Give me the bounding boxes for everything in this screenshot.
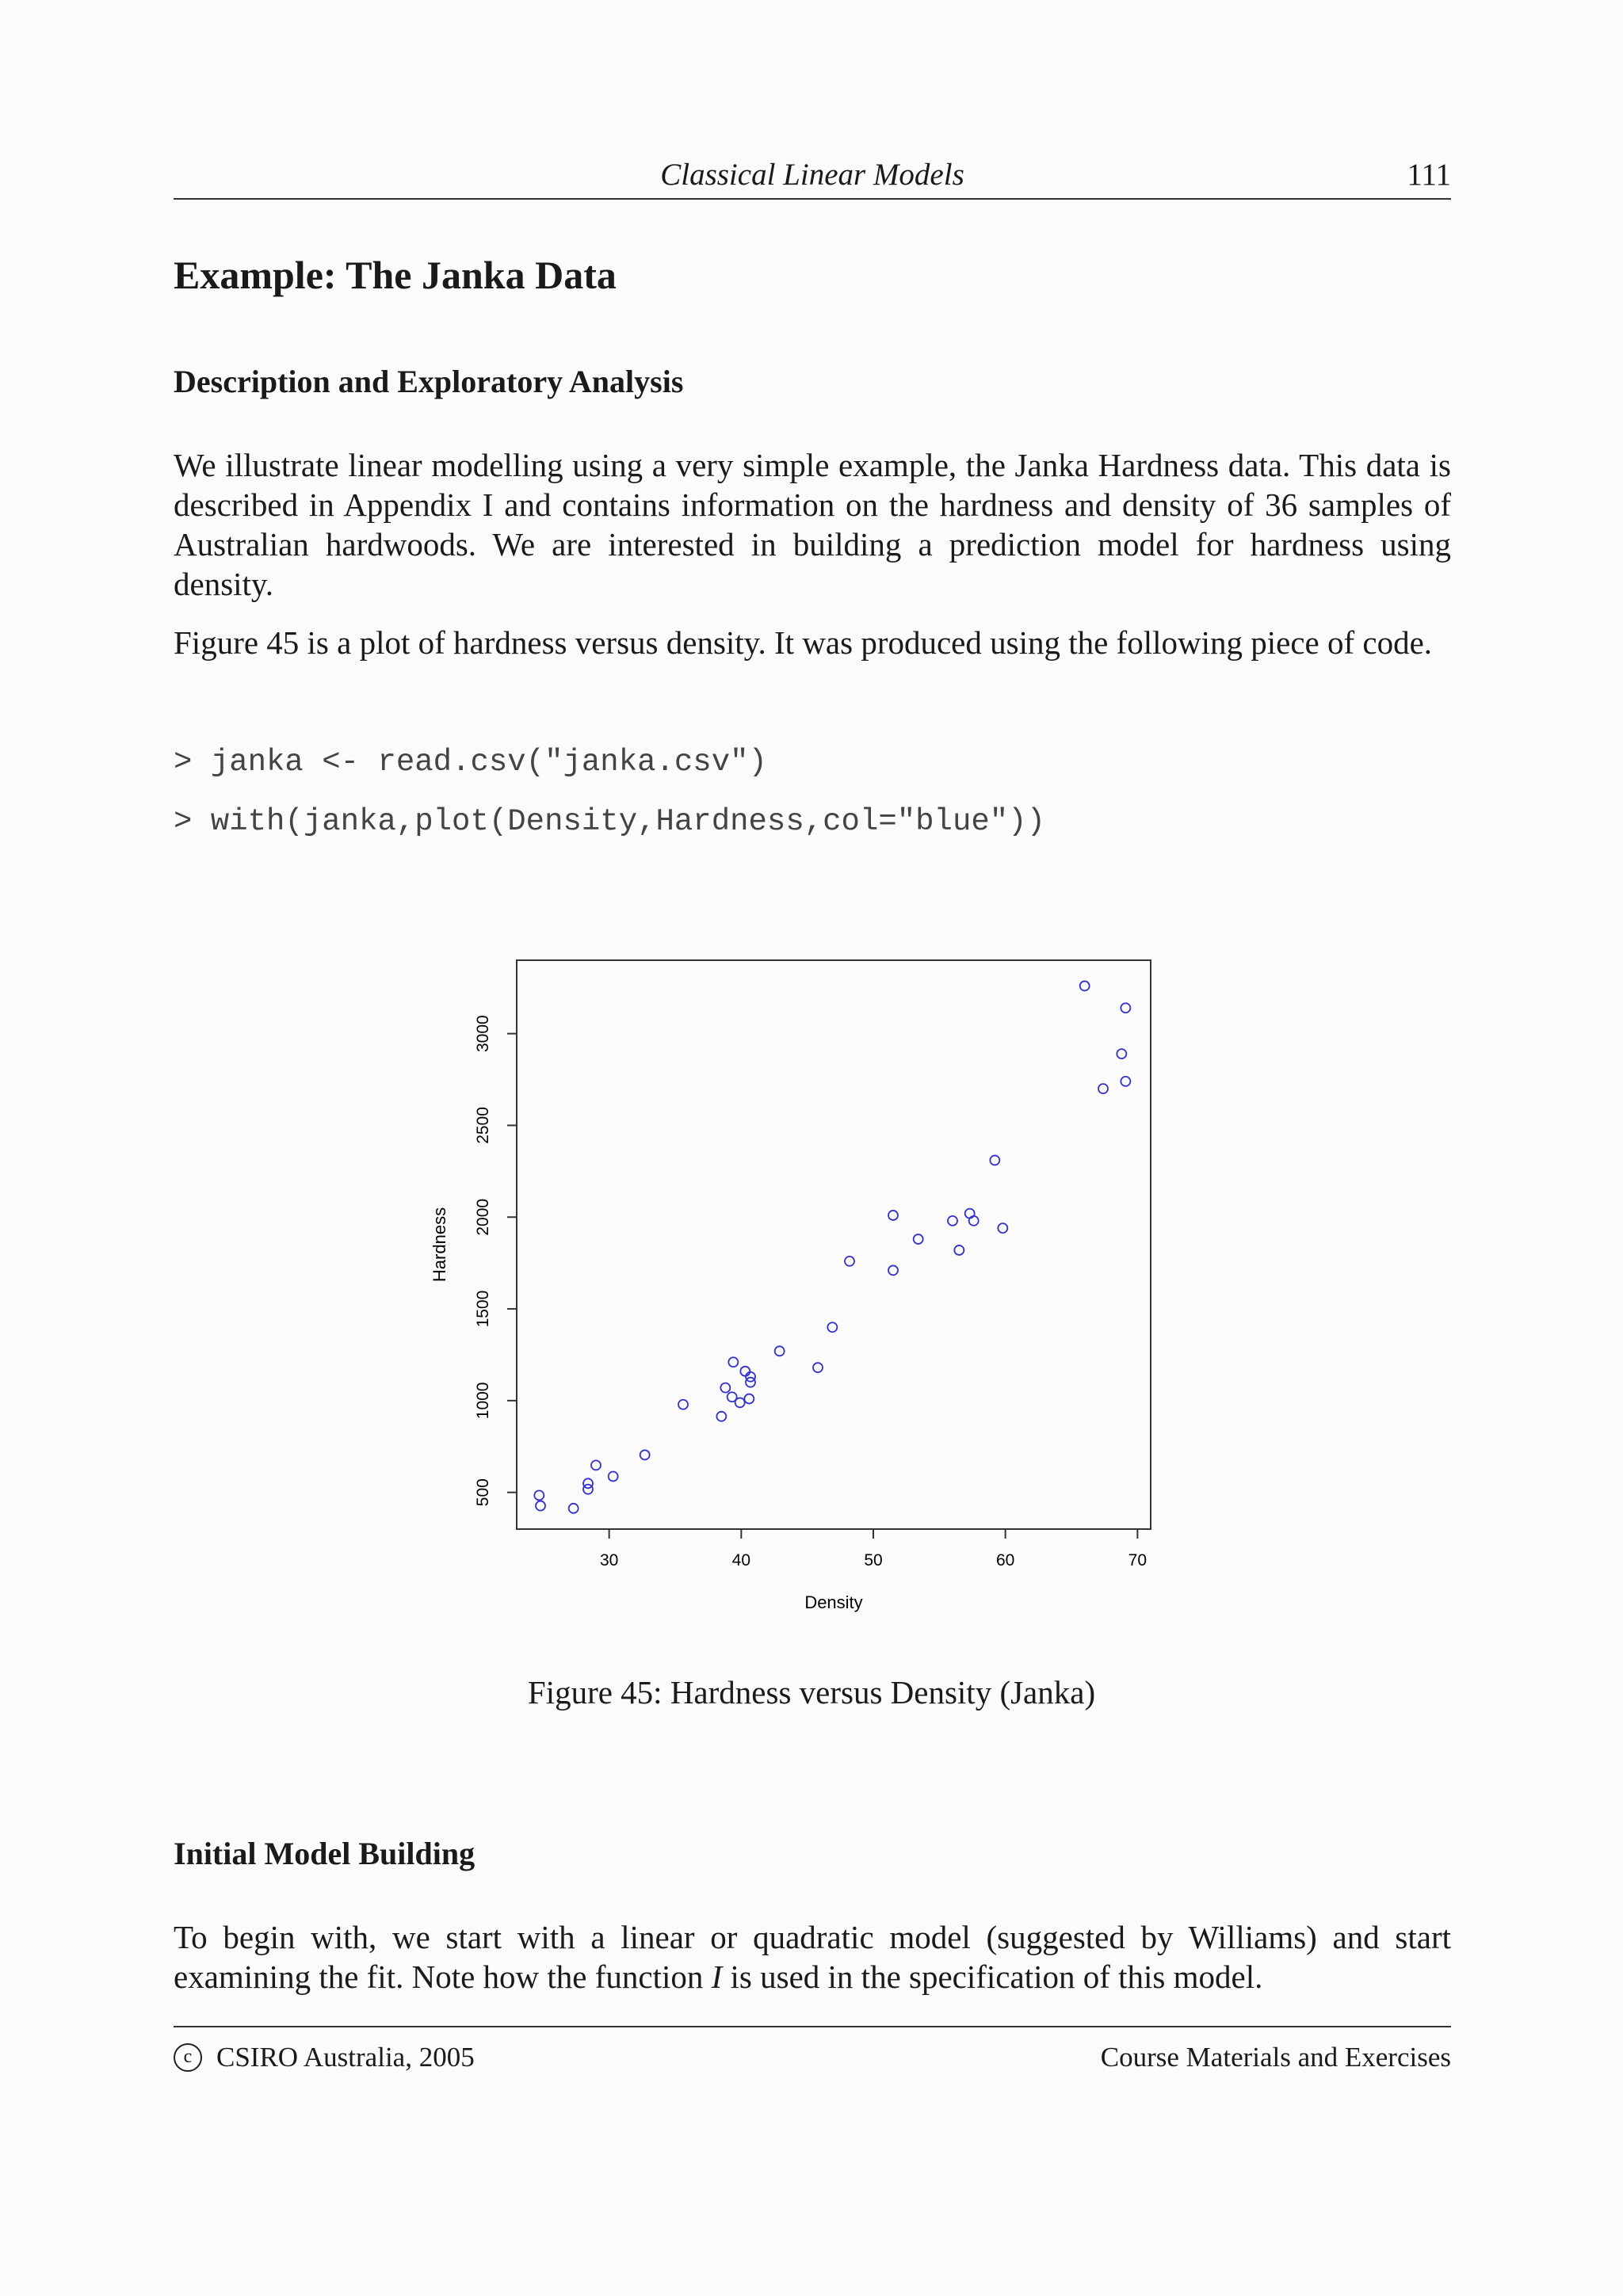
y-axis bbox=[474, 1015, 517, 1506]
paragraph-figure-ref: Figure 45 is a plot of hardness versus density. It was produced using the following piece of code. bbox=[174, 624, 1433, 661]
footer-left-text: CSIRO Australia, 2005 bbox=[216, 2042, 475, 2073]
running-header-title: Classical Linear Models bbox=[660, 158, 964, 192]
y-tick-label: 1000 bbox=[474, 1382, 492, 1420]
data-point bbox=[954, 1245, 964, 1255]
data-point bbox=[583, 1478, 593, 1488]
y-tick-label: 2000 bbox=[474, 1198, 492, 1236]
data-point bbox=[948, 1216, 957, 1226]
code-line-1: > janka <- read.csv("janka.csv") bbox=[174, 745, 767, 780]
data-point bbox=[990, 1155, 999, 1165]
data-point bbox=[1121, 1077, 1130, 1086]
data-point bbox=[591, 1460, 601, 1470]
function-name-I: I bbox=[711, 1958, 723, 1995]
data-point bbox=[640, 1450, 650, 1459]
data-point bbox=[998, 1223, 1007, 1233]
data-point bbox=[744, 1394, 754, 1404]
section-title: Example: The Janka Data bbox=[174, 253, 617, 297]
paragraph-intro: We illustrate linear modelling using a very simple example, the Janka Hardness data. This data is described in Appendix I and contains information on the hardness and density of 36 samples of Australian hardwoods. We are interested in building a prediction model for hardness using density. bbox=[174, 447, 1451, 602]
x-tick-label: 60 bbox=[995, 1551, 1015, 1569]
page-number: 111 bbox=[1407, 158, 1451, 192]
data-point bbox=[775, 1346, 785, 1356]
x-tick-label: 70 bbox=[1128, 1551, 1148, 1569]
data-point bbox=[1121, 1003, 1130, 1013]
chart-svg bbox=[412, 943, 1173, 1632]
data-point bbox=[914, 1234, 923, 1244]
data-point bbox=[1098, 1084, 1108, 1093]
subsection-title-initial-model: Initial Model Building bbox=[174, 1836, 475, 1871]
x-tick-label: 50 bbox=[864, 1551, 883, 1569]
data-point bbox=[746, 1378, 755, 1387]
data-point bbox=[746, 1372, 755, 1382]
footer-right-text: Course Materials and Exercises bbox=[1100, 2042, 1451, 2073]
data-point bbox=[735, 1398, 745, 1407]
code-line-2: > with(janka,plot(Density,Hardness,col="blue")) bbox=[174, 804, 1045, 839]
data-point bbox=[678, 1400, 688, 1409]
data-points bbox=[534, 981, 1130, 1512]
scatter-chart bbox=[412, 943, 1173, 1632]
data-point bbox=[813, 1363, 823, 1372]
data-point bbox=[1080, 981, 1090, 990]
figure-caption: Figure 45: Hardness versus Density (Janka) bbox=[527, 1674, 1096, 1711]
y-tick-label: 500 bbox=[474, 1478, 492, 1507]
data-point bbox=[534, 1490, 544, 1500]
data-point bbox=[536, 1501, 545, 1511]
footer-copyright bbox=[174, 2042, 475, 2073]
x-tick-label: 40 bbox=[731, 1551, 751, 1569]
data-point bbox=[728, 1357, 738, 1367]
x-tick-label: 30 bbox=[599, 1551, 619, 1569]
y-tick-label: 3000 bbox=[474, 1015, 492, 1053]
data-point bbox=[888, 1265, 898, 1275]
y-tick-label: 2500 bbox=[474, 1107, 492, 1144]
data-point bbox=[1117, 1049, 1126, 1058]
x-axis-label: Density bbox=[804, 1592, 863, 1612]
page-header bbox=[174, 151, 1451, 200]
subsection-title-description: Description and Exploratory Analysis bbox=[174, 364, 684, 399]
data-point bbox=[569, 1504, 579, 1513]
data-point bbox=[827, 1322, 837, 1332]
x-axis bbox=[600, 1529, 1147, 1569]
copyright-icon: c bbox=[174, 2043, 202, 2072]
paragraph-model-building bbox=[174, 1917, 1451, 1997]
data-point bbox=[888, 1211, 898, 1220]
y-tick-label: 1500 bbox=[474, 1290, 492, 1328]
paragraph-text-end: is used in the specification of this model. bbox=[722, 1958, 1263, 1995]
plot-frame bbox=[517, 960, 1151, 1529]
data-point bbox=[716, 1412, 726, 1421]
paragraph-text-start: To begin with, we start with a linear or quadratic model (suggested by Williams) and start examining the fit. Note how the function bbox=[174, 1919, 1451, 1995]
data-point bbox=[969, 1216, 979, 1226]
data-point bbox=[609, 1472, 618, 1482]
page-footer bbox=[174, 2026, 1451, 2075]
y-axis-label: Hardness bbox=[430, 1207, 449, 1283]
data-point bbox=[740, 1367, 750, 1376]
data-point bbox=[845, 1257, 854, 1266]
data-point bbox=[720, 1383, 730, 1393]
